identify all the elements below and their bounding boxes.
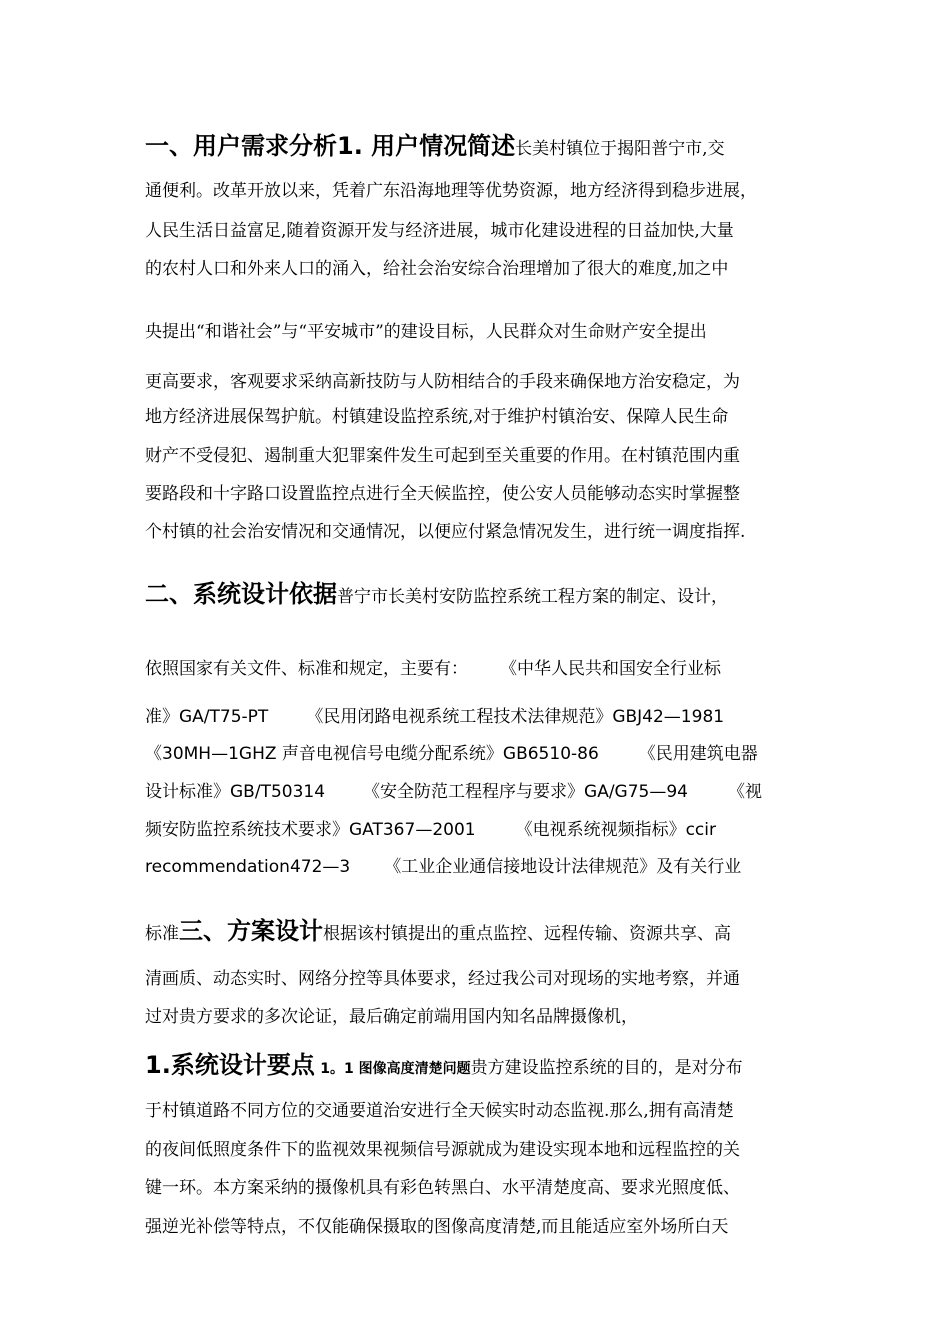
section2-line-1: 依照国家有关文件、标准和规定，主要有： xyxy=(145,659,468,679)
section3-line-1: 清画质、动态实时、网络分控等具体要求，经过我公司对现场的实地考察，并通 xyxy=(145,969,740,989)
section4-subheading: 1。1 图像高度清楚问题 xyxy=(320,1061,471,1077)
section2-line-5: 《30MH—1GHZ 声音电视信号电缆分配系统》GB6510-86 xyxy=(145,744,599,764)
section2-line-7: 设计标准》GB/T50314 xyxy=(145,782,326,802)
section1-line-7: 财产不受侵犯、遏制重大犯罪案件发生可起到至关重要的作用。在村镇范围内重 xyxy=(145,446,740,466)
section2-line-14: 标准 xyxy=(145,924,179,944)
section1-line-5: 更高要求，客观要求采纳高新技防与人防相结合的手段来确保地方治安稳定，为 xyxy=(145,372,740,392)
section2-line-3: 准》GA/T75-PT xyxy=(145,707,269,727)
section2-line-10: 频安防监控系统技术要求》GAT367—2001 xyxy=(145,820,476,840)
section2-line-8: 《安全防范工程程序与要求》GA/G75—94 xyxy=(363,782,688,802)
section2-line-13: 《工业企业通信接地设计法律规范》及有关行业 xyxy=(384,857,742,877)
section2-row-3 xyxy=(145,707,825,727)
section2-line-1-row xyxy=(145,659,825,679)
section1-line-6: 地方经济进展保驾护航。村镇建设监控系统,对于维护村镇治安、保障人民生命 xyxy=(145,407,729,427)
section2-line-2: 《中华人民共和国安全行业标 xyxy=(500,659,721,679)
section2-row-4 xyxy=(145,744,825,764)
section2-row-5 xyxy=(145,782,825,802)
section3-heading: 三、方案设计 xyxy=(179,917,323,945)
section3-line-0: 根据该村镇提出的重点监控、远程传输、资源共享、高 xyxy=(323,924,731,944)
section1-heading: 一、用户需求分析 xyxy=(145,132,337,160)
section4-line-2: 的夜间低照度条件下的监视效果视频信号源就成为建设实现本地和远程监控的关 xyxy=(145,1140,740,1160)
section1-first-line xyxy=(145,132,825,161)
section1-line-8: 要路段和十字路口设置监控点进行全天候监控，使公安人员能够动态实时掌握整 xyxy=(145,484,740,504)
section1-line-4: 央提出“和谐社会”与“平安城市”的建设目标，人民群众对生命财产安全提出 xyxy=(145,322,707,342)
section2-line-11: 《电视系统视频指标》ccir xyxy=(515,820,716,840)
section4-heading: 1.系统设计要点 xyxy=(145,1051,315,1079)
section2-first-line xyxy=(145,580,825,609)
section1-line-0: 长美村镇位于揭阳普宁市,交 xyxy=(515,139,725,159)
section2-line-6: 《民用建筑电器 xyxy=(638,744,758,764)
section4-line-4: 强逆光补偿等特点，不仅能确保摄取的图像高度清楚,而且能适应室外场所白天 xyxy=(145,1217,729,1237)
section4-line-0: 贵方建设监控系统的目的，是对分布 xyxy=(470,1058,743,1078)
section1-line-1: 通便利。改革开放以来，凭着广东沿海地理等优势资源，地方经济得到稳步进展， xyxy=(145,181,757,201)
section1-line-9: 个村镇的社会治安情况和交通情况，以便应付紧急情况发生，进行统一调度指挥. xyxy=(145,522,746,542)
section2-line-9: 《视 xyxy=(728,782,762,802)
section4-line-1: 于村镇道路不同方位的交通要道治安进行全天候实时动态监视.那么,拥有高清楚 xyxy=(145,1101,734,1121)
section2-row-6 xyxy=(145,820,825,840)
section1-line-3: 的农村人口和外来人口的涌入，给社会治安综合治理增加了很大的难度,加之中 xyxy=(145,259,729,279)
section2-line-4: 《民用闭路电视系统工程技术法律规范》GBJ42—1981 xyxy=(306,707,725,727)
section2-line-12: recommendation472—3 xyxy=(145,857,351,877)
section1-subheading: 1. 用户情况简述 xyxy=(337,132,516,160)
section3-first-line xyxy=(145,917,825,946)
section2-heading: 二、系统设计依据 xyxy=(145,580,337,608)
section2-row-7 xyxy=(145,857,825,877)
section2-line-0: 普宁市长美村安防监控系统工程方案的制定、设计， xyxy=(337,587,728,607)
section1-line-2: 人民生活日益富足,随着资源开发与经济进展，城市化建设进程的日益加快,大量 xyxy=(145,221,734,241)
section4-line-3: 键一环。本方案采纳的摄像机具有彩色转黑白、水平清楚度高、要求光照度低、 xyxy=(145,1178,740,1198)
section4-first-line xyxy=(145,1051,825,1080)
section3-line-2: 过对贵方要求的多次论证，最后确定前端用国内知名品牌摄像机， xyxy=(145,1007,638,1027)
